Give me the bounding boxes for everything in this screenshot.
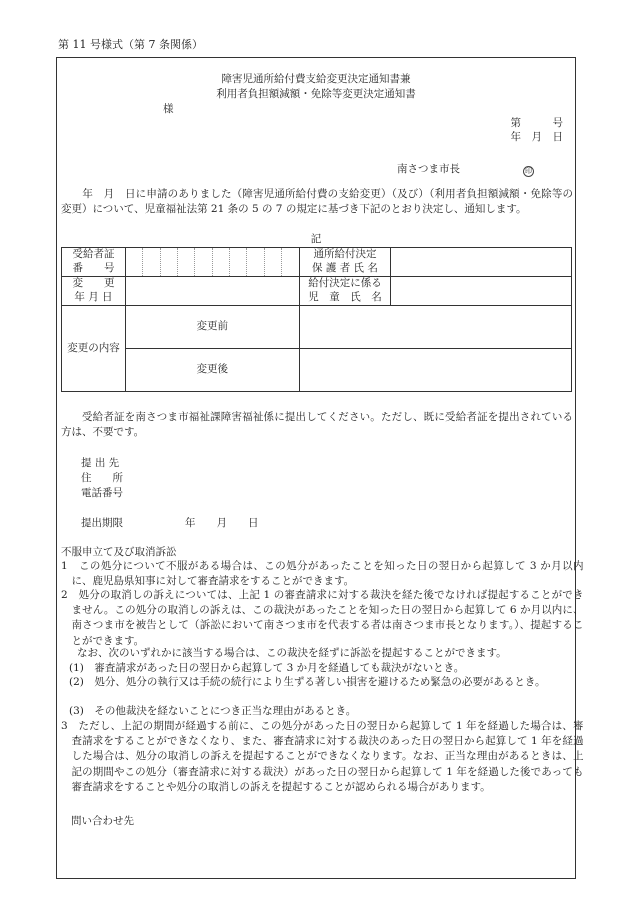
appeal-item-2: 2 処分の取消しの訴えについては、上記 1 の審査請求に対する裁決を経た後でなければ提起することができません。この処分の取消しの訴えは、この裁決があったことを知った日の翌日から起算して 6 か月以内に、南さつま市を被告として（訴訟において南さつま市を代表する者は南さつま市長となります。）、提起することができます。	[61, 589, 584, 647]
seal-icon: 印	[525, 167, 532, 175]
appeal-item-1: 1 この処分について不服がある場合は、この処分があったことを知った日の翌日から起算して 3 か月以内に、鹿児島県知事に対して審査請求をすることができます。	[61, 560, 584, 588]
recipient-cert-value[interactable]	[125, 248, 299, 277]
change-date-value[interactable]	[125, 277, 299, 306]
notice-frame	[56, 57, 584, 879]
phone-label: 電話番号	[81, 487, 123, 499]
child-name-value[interactable]	[391, 277, 572, 306]
change-content-label: 変更の内容	[62, 306, 126, 392]
intro-paragraph: 年 月 日に申請のありました（障害児通所給付費の支給変更）（及び）（利用者負担額減額・免除等の変更）について、児童福祉法第 21 条の 5 の 7 の規定に基づき下記のとおり決定し、通知します。	[61, 188, 573, 216]
appeal-item-2-a: (1) 審査請求があった日の翌日から起算して 3 か月を経過しても裁決がないとき。	[69, 662, 465, 674]
deadline-label: 提出期限	[81, 517, 123, 529]
appeal-item-2-b: (2) 処分、処分の執行又は手続の続行により生ずる著しい損害を避けるため緊急の必要があるとき。	[69, 676, 546, 688]
date-label: 年 月 日	[510, 131, 563, 143]
appeal-item-2-c: (3) その他裁決を経ないことにつき正当な理由があるとき。	[69, 705, 357, 717]
before-value[interactable]	[299, 306, 571, 349]
ki-label: 記	[310, 233, 322, 245]
appeal-item-2-note: なお、次のいずれかに該当する場合は、この裁決を経ずに訴訟を提起することができます。	[77, 647, 507, 659]
form-number: 第 11 号様式（第 7 条関係）	[58, 38, 203, 51]
recipient-cert-label: 受給者証 番 号	[62, 248, 126, 277]
appeal-item-3: 3 ただし、上記の期間が経過する前に、この処分があった日の翌日から起算して 1 年を経過した場合は、審査請求をすることができなくなり、また、審査請求に対する裁決のあった日の翌日から起算して 1 年を経過した場合は、処分の取消しの訴えを提起することができなくなります。なお、正当な理由があるときは、上記の期間やこの処分（審査請求に対する裁決）があった日の翌日から起算して 1 年を経過した後であっても審査請求をすることや処分の取消しの訴えを提起することが認められる場合があります。	[61, 720, 584, 793]
contact-label: 問い合わせ先	[71, 815, 134, 827]
after-value[interactable]	[299, 349, 571, 392]
submit-to-label: 提 出 先	[81, 457, 120, 469]
decision-table	[61, 247, 572, 392]
submit-notice: 受給者証を南さつま市福祉課障害福祉係に提出してください。ただし、既に受給者証を提出されている方は、不要です。	[61, 411, 573, 439]
title-line-1: 障害児通所給付費支給変更決定通知書兼	[221, 73, 411, 85]
address-label: 住 所	[81, 472, 123, 484]
change-date-label: 変 更 年 月 日	[62, 277, 126, 306]
after-label: 変更後	[125, 349, 299, 392]
addressee-suffix: 様	[163, 103, 174, 115]
title-line-2: 利用者負担額減額・免除等変更決定通知書	[216, 88, 416, 100]
seal-mark	[523, 163, 534, 178]
guardian-name-label: 通所給付決定 保 護 者 氏 名	[299, 248, 391, 277]
appeal-heading: 不服申立て及び取消訴訟	[61, 546, 177, 558]
issuer-name: 南さつま市長	[397, 163, 460, 175]
child-name-label: 給付決定に係る 児 童 氏 名	[299, 277, 391, 306]
guardian-name-value[interactable]	[391, 248, 572, 277]
before-label: 変更前	[125, 306, 299, 349]
deadline-date: 年 月 日	[185, 517, 259, 529]
number-label: 第 号	[510, 117, 563, 129]
